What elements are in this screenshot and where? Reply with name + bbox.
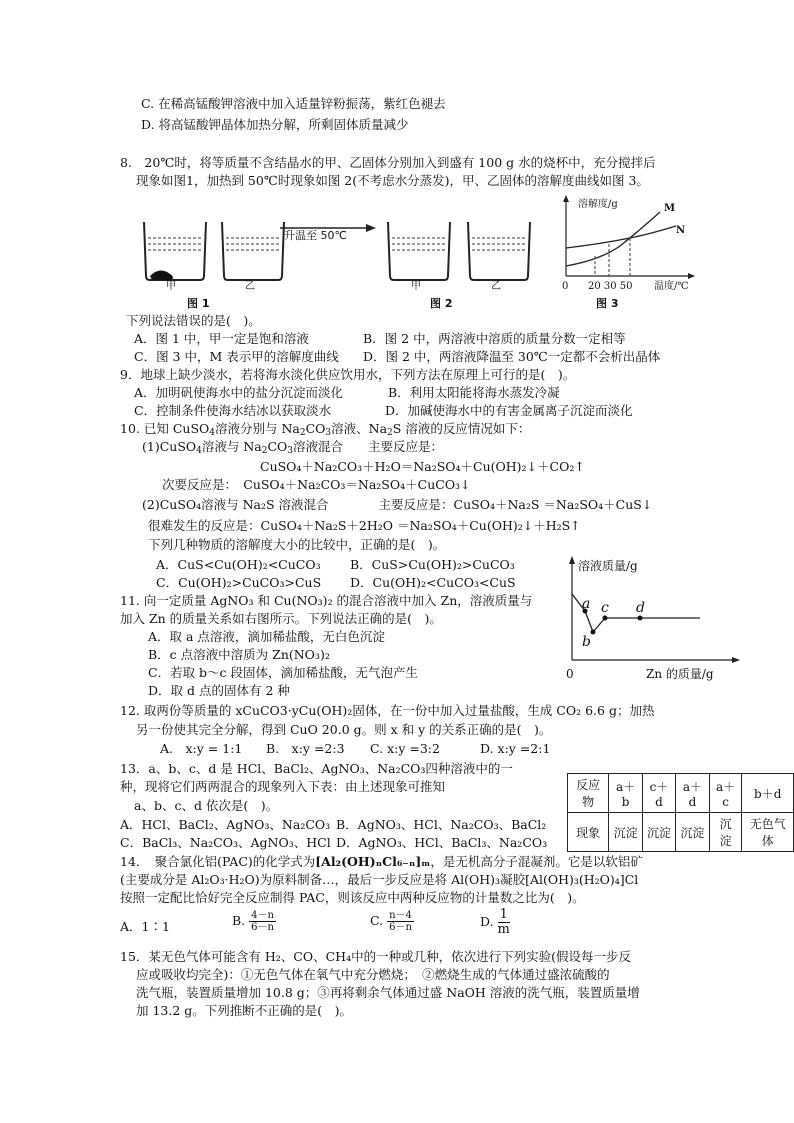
q10-equation1: CuSO₄＋Na₂CO₃＋H₂O＝Na₂SO₄＋Cu(OH)₂↓＋CO₂↑ bbox=[260, 459, 585, 474]
chart3-ylabel: 溶解度/g bbox=[578, 199, 618, 210]
table-cell: 沉淀 bbox=[642, 813, 675, 852]
table-row bbox=[568, 774, 794, 813]
chart3-xlabel: 温度/℃ bbox=[654, 281, 689, 292]
fig2-caption: 图 2 bbox=[430, 297, 453, 310]
q14-option-c: C. $\frac{n-4}{6-n}$ bbox=[370, 910, 412, 933]
q15-stem-line1: 15．某无色气体可能含有 H₂、CO、CH₄中的一种或几种，依次进行下列实验(假设每一步反 bbox=[120, 949, 631, 964]
q8-stem-line2: 现象如图1，加热到 50℃时现象如图 2(不考虑水分蒸发)，甲、乙固体的溶解度曲线如图 3。 bbox=[136, 173, 649, 188]
q11-option-a: A．取 a 点溶液，滴加稀盐酸，无白色沉淀 bbox=[148, 629, 385, 644]
q9-option-c: C．控制条件使海水结冰以获取淡水 bbox=[134, 403, 332, 418]
table-header-cell: a＋c bbox=[709, 774, 742, 813]
q13-reaction-table bbox=[567, 773, 794, 852]
q11-option-d: D．取 d 点的固体有 2 种 bbox=[148, 683, 290, 698]
q12-stem-line2: 另一份使其完全分解，得到 CuO 20.0 g。则 x 和 y 的关系正确的是( )。 bbox=[136, 722, 552, 737]
fig3-caption: 图 3 bbox=[596, 297, 619, 310]
curve-m-label: M bbox=[664, 203, 676, 214]
chart3-origin: 0 bbox=[562, 281, 569, 292]
q9-option-d: D．加碱使海水中的有害金属离子沉淀而淡化 bbox=[385, 403, 633, 418]
table-header-cell: 反应物 bbox=[568, 774, 609, 813]
q15-stem-line4: 加 13.2 g。下列推断不正确的是( )。 bbox=[136, 1003, 353, 1018]
q10-option-c: C．Cu(OH)₂>CuCO₃>CuS bbox=[156, 575, 322, 590]
label-yi-1: 乙 bbox=[245, 281, 255, 292]
q10-question: 下列几种物质的溶解度大小的比较中，正确的是( )。 bbox=[148, 537, 446, 552]
q10-option-b: B．CuS>Cu(OH)₂>CuCO₃ bbox=[350, 557, 515, 572]
q13-option-b: B．AgNO₃、HCl、Na₂CO₃、BaCl₂ bbox=[336, 817, 547, 832]
q10-equation2: 次要反应是： CuSO₄＋Na₂CO₃＝Na₂SO₄＋CuCO₃↓ bbox=[162, 477, 471, 492]
q10-stem: 10. 已知 CuSO$_4$溶液分别与 $Na_2CO_3$溶液、$Na_2S$ 溶液的反应情况如下： bbox=[120, 421, 531, 438]
q8-option-d: D．图 2 中，两溶液降温至 30℃一定都不会析出晶体 bbox=[363, 349, 661, 364]
q11-label-b: b bbox=[582, 634, 591, 650]
fig1-caption: 图 1 bbox=[187, 297, 210, 310]
q9-option-b: B．利用太阳能将海水蒸发冷凝 bbox=[388, 385, 560, 400]
q13-option-a: A．HCl、BaCl₂、AgNO₃、Na₂CO₃ bbox=[120, 817, 331, 832]
q13-stem-line3: a、b、c、d 依次是( )。 bbox=[134, 798, 279, 813]
q11-label-d: d bbox=[636, 600, 645, 616]
label-jia-1: 甲 bbox=[166, 281, 176, 292]
chart3-ticks: 20 30 50 bbox=[588, 281, 633, 292]
q13-option-c: C．BaCl₃、Na₂CO₃、AgNO₃、HCl bbox=[120, 835, 331, 850]
q13-stem-line2: 种，现将它们两两混合的现象列入下表：由上述现象可推知 bbox=[120, 779, 446, 794]
q10-part2: (2)CuSO₄溶液与 Na₂S 溶液混合 主要反应是：CuSO₄＋Na₂S ＝Na₂SO₄＋CuS↓ bbox=[142, 497, 653, 512]
q14-stem-line3: 按照一定配比恰好完全反应制得 PAC，则该反应中两种反应物的计量数之比为( )。 bbox=[120, 890, 585, 905]
q8-option-c: C．图 3 中，M 表示甲的溶解度曲线 bbox=[134, 349, 339, 364]
q14-option-a: A．1∶1 bbox=[120, 919, 170, 934]
q11-point-b bbox=[591, 630, 596, 635]
q9-option-a: A．加明矾使海水中的盐分沉淀而淡化 bbox=[134, 385, 344, 400]
label-yi-2: 乙 bbox=[491, 281, 501, 292]
q11-stem-line1: 11. 向一定质量 AgNO₃ 和 Cu(NO₃)₂ 的混合溶液中加入 Zn，溶液质量与 bbox=[120, 593, 533, 608]
q8-question: 下列说法错误的是( )。 bbox=[126, 313, 261, 328]
q11-label-a: a bbox=[582, 596, 591, 612]
arrow-label: 升温至 50℃ bbox=[284, 229, 347, 242]
table-cell: 无色气体 bbox=[742, 813, 794, 852]
table-header-cell: c＋d bbox=[642, 774, 675, 813]
q8-option-a: A．图 1 中，甲一定是饱和溶液 bbox=[134, 331, 309, 346]
q10-part1: (1)CuSO$_4$溶液与 $Na_2CO_3$溶液混合 主要反应是： bbox=[142, 439, 444, 456]
q12-option-c: C. x:y =3:2 bbox=[370, 741, 440, 756]
beaker-fig2-jia bbox=[388, 222, 450, 280]
q13-stem-line1: 13．a、b、c、d 是 HCl、BaCl₂、AgNO₃、Na₂CO₃四种溶液中的一 bbox=[120, 761, 513, 776]
q10-option-d: D．Cu(OH)₂<CuCO₃<CuS bbox=[350, 575, 516, 590]
table-cell: 现象 bbox=[568, 813, 609, 852]
q14-option-d: D. $\frac{1}{m}$ bbox=[480, 907, 510, 937]
q7-option-d: D. 将高锰酸钾晶体加热分解，所剩固体质量减少 bbox=[141, 117, 409, 132]
q12-option-b: B. x:y =2:3 bbox=[266, 741, 345, 756]
table-cell: 沉淀 bbox=[609, 813, 643, 852]
q11-option-c: C．若取 b～c 段固体，滴加稀盐酸，无气泡产生 bbox=[148, 665, 419, 680]
table-header-cell: a＋b bbox=[609, 774, 643, 813]
table-cell: 沉淀 bbox=[676, 813, 710, 852]
q11-option-b: B．c 点溶液中溶质为 Zn(NO₃)₂ bbox=[148, 647, 330, 662]
table-header-cell: a＋d bbox=[676, 774, 710, 813]
q10-option-a: A．CuS<Cu(OH)₂<CuCO₃ bbox=[156, 557, 321, 572]
q11-xlabel: Zn 的质量/g bbox=[646, 667, 714, 681]
q11-stem-line2: 加入 Zn 的质量关系如右图所示。下列说法正确的是( )。 bbox=[120, 611, 442, 626]
q8-stem-line1: 8. 20℃时，将等质量不含结晶水的甲、乙固体分别加入到盛有 100 g 水的烧杯中，充分搅拌后 bbox=[120, 155, 656, 170]
curve-m bbox=[566, 212, 660, 266]
q9-stem: 9．地球上缺少淡水，若将海水淡化供应饮用水，下列方法在原理上可行的是( )。 bbox=[120, 367, 576, 382]
q15-stem-line2: 应或吸收均完全)：①无色气体在氧气中充分燃烧； ②燃烧生成的气体通过盛浓硫酸的 bbox=[136, 967, 610, 982]
q12-option-a: A. x:y = 1:1 bbox=[160, 741, 243, 756]
beaker-fig2-yi bbox=[468, 222, 530, 280]
table-row bbox=[568, 813, 794, 852]
q11-ylabel: 溶液质量/g bbox=[578, 559, 638, 573]
table-cell: 沉淀 bbox=[709, 813, 742, 852]
q7-option-c: C. 在稀高锰酸钾溶液中加入适量锌粉振荡，紫红色褪去 bbox=[141, 96, 446, 111]
table-header-cell: b＋d bbox=[742, 774, 794, 813]
q12-option-d: D. x:y =2:1 bbox=[480, 741, 551, 756]
q14-stem-line1: 14． 聚合氯化铝(PAC)的化学式为[Al₂(OH)ₙCl₆₋ₙ]ₘ，是无机高分子混凝剂。它是以软铝矿 bbox=[120, 854, 643, 869]
curve-n-label: N bbox=[676, 225, 686, 236]
q10-part3: 很难发生的反应是：CuSO₄＋Na₂S＋2H₂O ＝Na₂SO₄＋Cu(OH)₂↓＋H₂S↑ bbox=[148, 518, 581, 533]
q8-option-b: B．图 2 中，两溶液中溶质的质量分数一定相等 bbox=[363, 331, 626, 346]
q15-stem-line3: 洗气瓶，装置质量增加 10.8 g；③再将剩余气体通过盛 NaOH 溶液的洗气瓶，装置质量增 bbox=[136, 985, 640, 1000]
q11-label-c: c bbox=[601, 600, 609, 616]
beaker-fig1-yi bbox=[222, 222, 284, 280]
beaker-fig1-jia bbox=[144, 222, 206, 280]
q14-option-b: B. $\frac{4-n}{6-n}$ bbox=[232, 910, 274, 933]
q11-origin: 0 bbox=[566, 667, 574, 681]
q13-option-d: D．AgNO₃、HCl、BaCl₃、Na₂CO₃ bbox=[336, 835, 548, 850]
label-jia-2: 甲 bbox=[411, 281, 421, 292]
q14-stem-line2: (主要成分是 Al₂O₃·H₂O)为原料制备…，最后一步反应是将 Al(OH)₃凝胶[Al(OH)₃(H₂O)₄]Cl bbox=[120, 872, 639, 887]
q12-stem-line1: 12. 取两份等质量的 xCuCO3·yCu(OH)₂固体，在一份中加入过量盐酸，生成 CO₂ 6.6 g；加热 bbox=[120, 703, 655, 718]
